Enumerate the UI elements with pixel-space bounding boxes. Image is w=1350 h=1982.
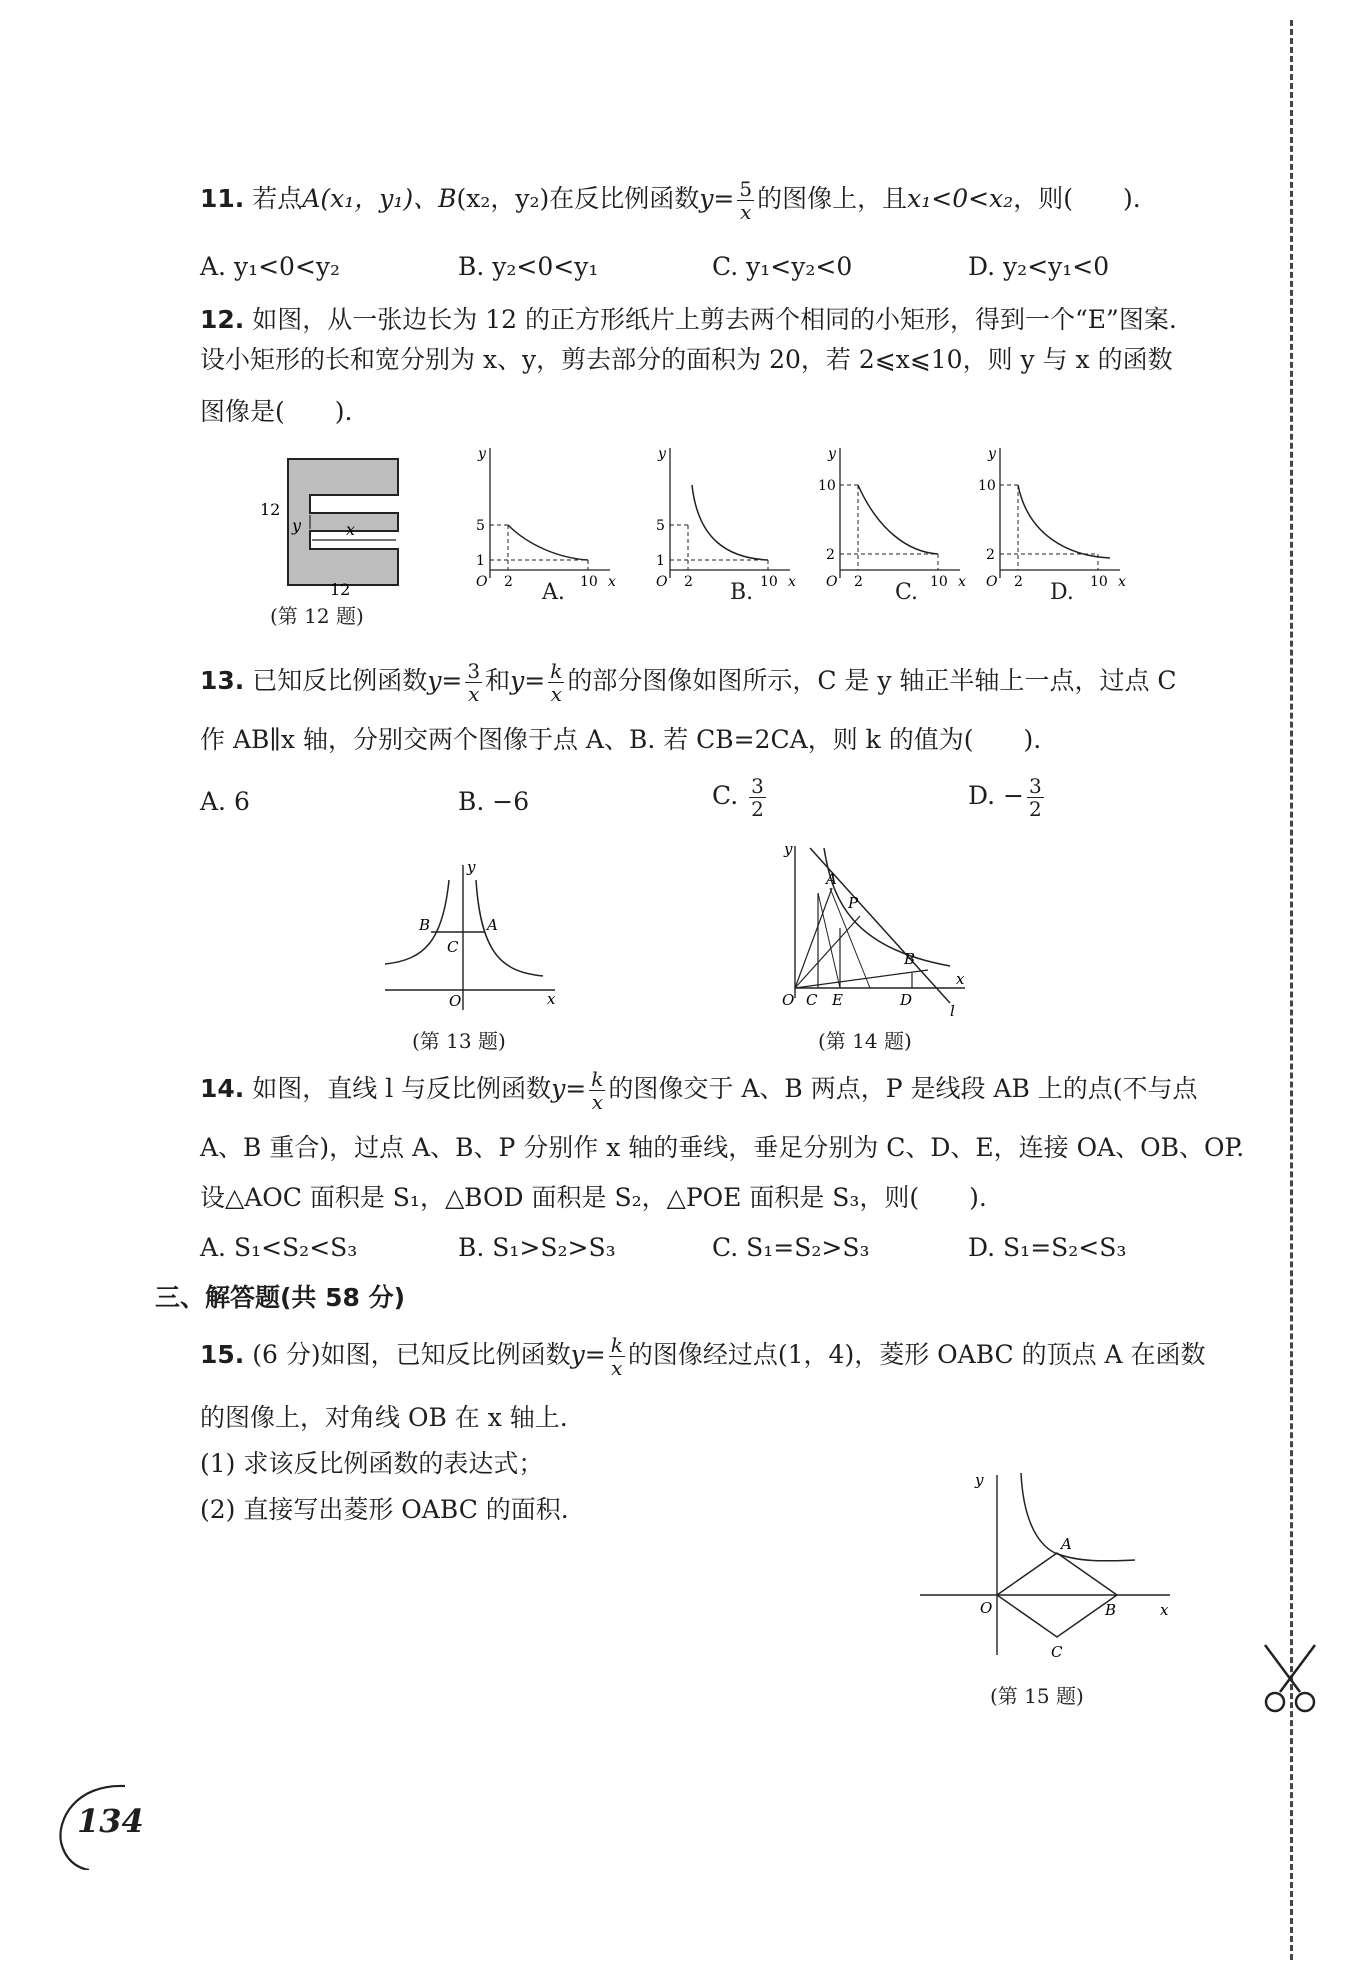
point-a-label: A [1061,1535,1072,1553]
origin-label: O [980,1599,993,1617]
segment-ae [818,893,840,988]
q15-sub-1: (1) 求该反比例函数的表达式； [200,1449,544,1478]
x-label: x [956,970,965,988]
q12-caption: (第 12 题) [270,604,364,628]
numerator: 5 [739,177,753,201]
point-c-label: C [447,938,459,956]
func-prefix: y= [510,666,546,695]
question-number: 12. [200,305,245,334]
point-e-label: E [832,991,843,1009]
y-axis-label: y [658,446,666,462]
q14-option-d: D. S₁=S₂<S₃ [968,1233,1127,1262]
x-label: x [547,990,556,1008]
func-prefix: y= [699,184,735,213]
q13-caption: (第 13 题) [412,1029,506,1053]
x-tick-2: 2 [684,574,693,590]
question-number: 13. [200,666,245,695]
curve [692,485,768,560]
func-prefix: y= [551,1074,587,1103]
q13-option-c [712,775,769,820]
segment-ob [795,970,928,988]
graph-d-label: D. [1050,580,1074,605]
y-axis-label: y [828,446,836,462]
graph-c-label: C. [895,580,919,605]
y-tick-low: 2 [986,547,995,563]
curve [1021,1473,1135,1561]
q11-text: 若点 [252,184,303,213]
q13-option-b: B. −6 [458,787,530,816]
condition: x₁<0<x₂ [907,184,1014,213]
point-a-coords: (x₁，y₁)、 [320,184,439,213]
origin-label: O [826,574,838,590]
point-p-label: P [848,894,859,912]
q15-caption: (第 15 题) [990,1684,1084,1708]
curve [1018,485,1110,558]
q14-line-3: 设△AOC 面积是 S₁，△BOD 面积是 S₂，△POE 面积是 S₃，则( ). [200,1183,987,1212]
q13-option-a: A. 6 [200,787,250,816]
origin-label: O [986,574,998,590]
q13-figure [375,860,565,1020]
curve [824,848,950,966]
point-d-label: D [900,991,913,1009]
x-tick-10: 10 [760,574,778,590]
numerator: 3 [751,774,764,798]
x-tick-10: 10 [930,574,948,590]
denominator: x [611,1356,623,1380]
question-number: 14. [200,1074,245,1103]
fraction-5-over-x [737,178,754,223]
point-b-label: B [419,916,431,934]
q14-text-2: 的图像交于 A、B 两点，P 是线段 AB 上的点(不与点 [608,1074,1198,1103]
x-tick-10: 10 [580,574,598,590]
fraction-k-over-x [589,1068,605,1113]
q11-text-3: 的图像上，且 [757,184,908,213]
y-tick-low: 2 [826,547,835,563]
section-heading: 三、解答题(共 58 分) [155,1283,406,1312]
q14-text: 如图，直线 l 与反比例函数 [252,1074,552,1103]
graph-b-label: B. [730,580,754,605]
point-b-label: B [904,950,916,968]
point-a: A [302,184,321,213]
scissors-icon [1255,1640,1325,1720]
q11-option-a: A. y₁<0<y₂ [200,252,341,281]
q13-line-2: 作 AB∥x 轴，分别交两个图像于点 A、B. 若 CB=2CA，则 k 的值为( ). [200,725,1042,754]
question-15 [200,1334,1206,1379]
question-number: 15. [200,1340,245,1369]
q12-line-3: 图像是( ). [200,397,353,426]
numerator: k [610,1333,623,1357]
segment-oa [795,888,832,988]
question-11 [200,178,1141,223]
x-tick-2: 2 [1014,574,1023,590]
denominator: x [468,682,480,706]
point-c-label: C [806,991,818,1009]
q14-option-a: A. S₁<S₂<S₃ [200,1233,358,1262]
denominator: x [591,1090,603,1114]
q13-option-d [968,775,1047,820]
e-shape-figure [250,455,410,595]
option-letter: C. [712,781,739,810]
x-label: x [1160,1601,1169,1619]
line-l-label: l [950,1002,955,1018]
y-axis-label: y [478,446,486,462]
q15-line-2: 的图像上，对角线 OB 在 x 轴上. [200,1403,568,1432]
side-left-label: 12 [260,500,281,519]
numerator: k [550,659,563,683]
x-axis-label: x [788,574,796,590]
q15-text-2: 的图像经过点(1，4)，菱形 OABC 的顶点 A 在函数 [627,1340,1206,1369]
fraction-3-over-2 [749,775,766,820]
x-tick-2: 2 [504,574,513,590]
q11-option-b: B. y₂<0<y₁ [458,252,599,281]
side-bottom-label: 12 [330,580,351,595]
q14-line-2: A、B 重合)，过点 A、B、P 分别作 x 轴的垂线，垂足分别为 C、D、E，连接 OA、OB、OP. [200,1133,1245,1162]
y-label: y [467,860,476,876]
fraction-k-over-x [548,660,564,705]
question-number: 11. [200,184,245,213]
x-axis-label: x [1118,574,1126,590]
numerator: 3 [467,659,481,683]
q14-option-c: C. S₁=S₂>S₃ [712,1233,870,1262]
denominator: 2 [751,797,764,821]
x-tick-10: 10 [1090,574,1108,590]
denominator: 2 [1029,797,1042,821]
fraction-3-over-2 [1027,775,1044,820]
denominator: x [550,682,562,706]
page-number-badge [55,1780,145,1870]
q12-line-2: 设小矩形的长和宽分别为 x、y，剪去部分的面积为 20，若 2⩽x⩽10，则 y 与 x 的函数 [200,345,1173,374]
q13-text-2: 和 [485,666,511,695]
q11-text-2: (x₂，y₂)在反比例函数 [456,184,700,213]
q13-text: 已知反比例函数 [252,666,428,695]
q11-text-4: ，则( ). [1013,184,1141,213]
x-tick-2: 2 [854,574,863,590]
x-axis-label: x [608,574,616,590]
segment-op [795,916,860,988]
y-tick-top: 10 [818,478,836,494]
question-14 [200,1068,1198,1113]
point-b-label: B [1105,1601,1117,1619]
question-12 [200,300,1177,340]
numerator: k [591,1067,604,1091]
q14-caption: (第 14 题) [818,1029,912,1053]
y-tick-top: 10 [978,478,996,494]
q11-option-c: C. y₁<y₂<0 [712,252,853,281]
q12-line-1: 如图，从一张边长为 12 的正方形纸片上剪去两个相同的小矩形，得到一个“E”图案. [252,305,1177,334]
q14-figure [780,838,970,1018]
point-c-label: C [1051,1643,1063,1661]
graph-set [476,446,1126,590]
func-prefix: y= [570,1340,606,1369]
y-tick-low: 1 [656,553,665,569]
x-axis-label: x [958,574,966,590]
fraction-k-over-x [609,1334,625,1379]
question-13 [200,660,1177,705]
q15-sub-2: (2) 直接写出菱形 OABC 的面积. [200,1495,569,1524]
origin-label: O [782,991,795,1009]
fraction-3-over-x [465,660,482,705]
curve [858,485,938,554]
y-tick-low: 1 [476,553,485,569]
origin-label: O [449,992,462,1010]
point-b: B [438,184,457,213]
x-label: x [346,520,356,539]
q15-text: (6 分)如图，已知反比例函数 [252,1340,571,1369]
origin-label: O [656,574,668,590]
graph-a-label: A. [542,580,565,605]
y-tick-top: 5 [476,518,485,534]
curve [508,525,588,560]
func-prefix: y= [427,666,463,695]
origin-label: O [476,574,488,590]
q13-text-3: 的部分图像如图所示，C 是 y 轴正半轴上一点，过点 C [567,666,1177,695]
page-number: 134 [77,1802,144,1840]
y-axis-label: y [988,446,996,462]
point-a-label: A [487,916,498,934]
y-label: y [975,1471,984,1489]
q15-figure [915,1465,1175,1665]
q14-option-b: B. S₁>S₂>S₃ [458,1233,616,1262]
option-letter: D. − [968,781,1024,810]
numerator: 3 [1029,774,1042,798]
curve-k [385,880,449,964]
point-a-label: A [826,870,837,888]
y-label: y [292,516,302,535]
y-tick-top: 5 [656,518,665,534]
denominator: x [740,200,752,224]
y-label: y [784,840,793,858]
q11-option-d: D. y₂<y₁<0 [968,252,1110,281]
